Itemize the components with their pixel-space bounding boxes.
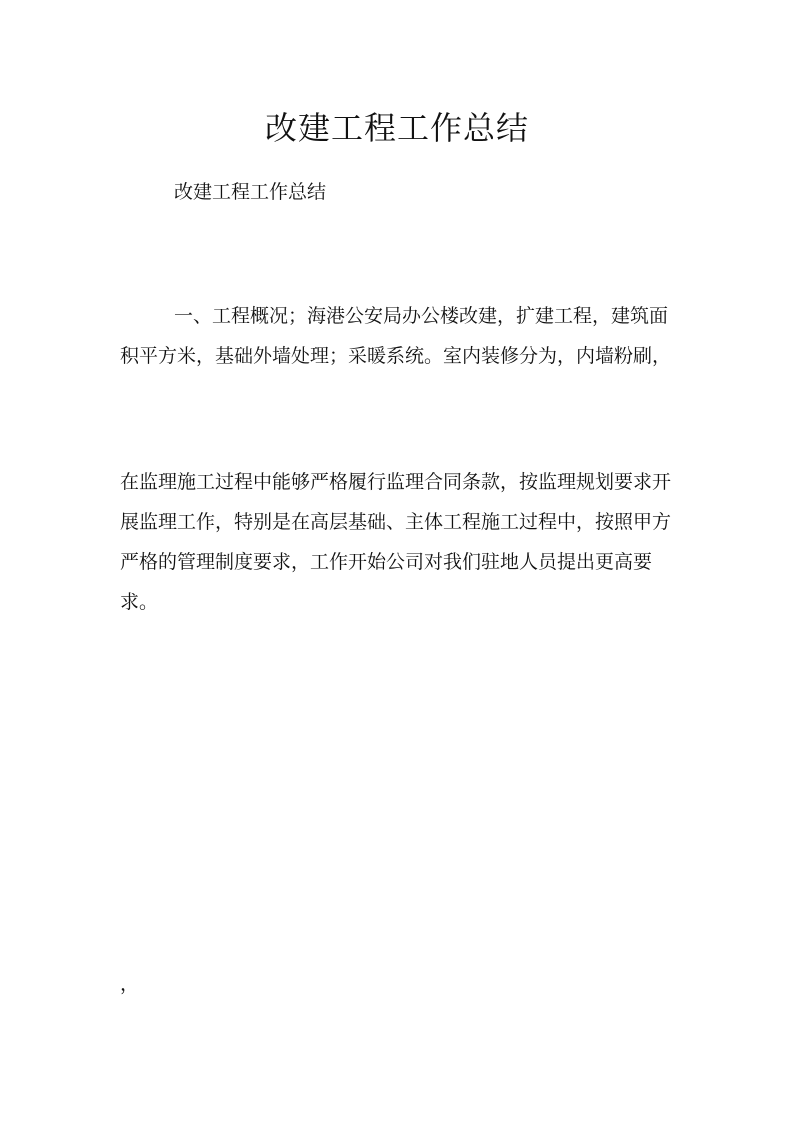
paragraph-supervision: 在监理施工过程中能够严格履行监理合同条款，按监理规划要求开展监理工作，特别是在高层基础、主体工程施工过程中，按照甲方严格的管理制度要求，工作开始公司对我们驻地人员提出更高要求。 (120, 471, 672, 613)
document-subtitle: 改建工程工作总结 (174, 181, 327, 203)
paragraph-project-overview: 一、工程概况；海港公安局办公楼改建，扩建工程，建筑面积平方米，基础外墙处理；采暖系统。室内装修分为，内墙粉刷， (120, 305, 672, 367)
trailing-comma-mark: ， (120, 973, 140, 995)
document-title: 改建工程工作总结 (264, 109, 529, 147)
